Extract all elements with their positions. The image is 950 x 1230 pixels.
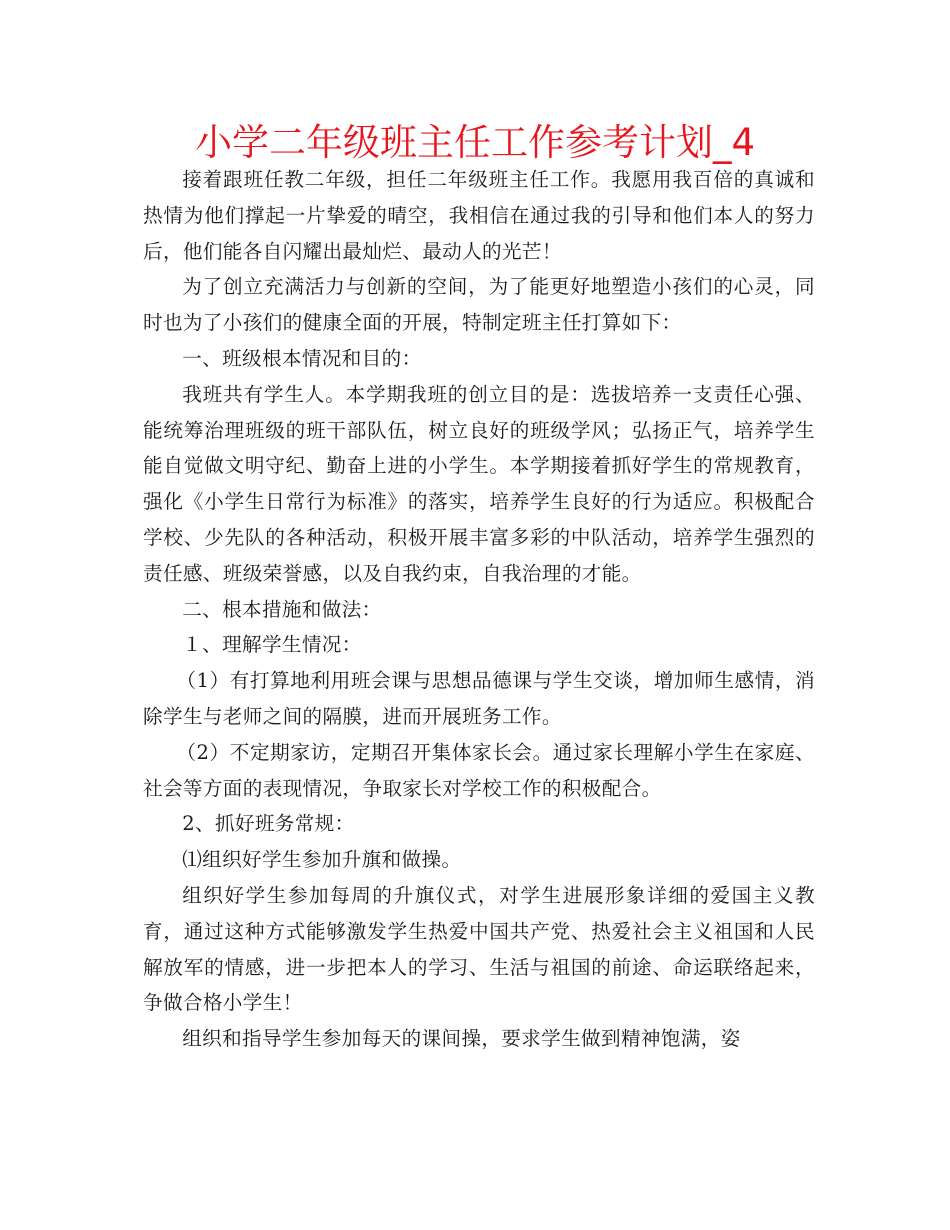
paragraph-exercise: 组织和指导学生参加每天的课间操，要求学生做到精神饱满，姿: [182, 1027, 741, 1051]
list-item-2: （2）不定期家访，定期召开集体家长会。通过家长理解小学生在家庭、社会等方面的表现情况，争取家长对学校工作的积极配合。: [143, 740, 815, 800]
paragraph-class-goals: 我班共有学生人。本学期我班的创立目的是：选拔培养一支责任心强、能统筹治理班级的班干部队伍，树立良好的班级学风；弘扬正气，培养学生能自觉做文明守纪、勤奋上进的小学生。本学期接着抓好学生的常规教育，强化《小学生日常行为标准》的落实，培养学生良好的行为适应。积极配合学校、少先队的各种活动，积极开展丰富多彩的中队活动，培养学生强烈的责任感、班级荣誉感，以及自我约束，自我治理的才能。: [143, 382, 815, 585]
subheading-understand-students: １、理解学生情况：: [182, 633, 362, 657]
paragraph-intro: 接着跟班任教二年级，担任二年级班主任工作。我愿用我百倍的真诚和热情为他们撑起一片挚爱的晴空，我相信在通过我的引导和他们本人的努力后，他们能各自闪耀出最灿烂、最动人的光芒！: [143, 168, 815, 263]
list-item-1: （1）有打算地利用班会课与思想品德课与学生交谈，增加师生感情，消除学生与老师之间的隔膜，进而开展班务工作。: [143, 669, 815, 728]
section-heading-2: 二、根本措施和做法：: [182, 597, 382, 621]
subheading-class-routine: 2、抓好班务常规：: [182, 812, 355, 836]
document-title: 小学二年级班主任工作参考计划_4: [194, 121, 756, 164]
list-item-flag-exercise: ⑴组织好学生参加升旗和做操。: [182, 848, 462, 872]
document-body: [143, 162, 815, 1057]
section-heading-1: 一、班级根本情况和目的：: [182, 346, 422, 370]
paragraph-purpose: 为了创立充满活力与创新的空间，为了能更好地塑造小孩们的心灵，同时也为了小孩们的健康全面的开展，特制定班主任打算如下：: [143, 275, 815, 335]
paragraph-flag-ceremony: 组织好学生参加每周的升旗仪式，对学生进展形象详细的爱国主义教育，通过这种方式能够激发学生热爱中国共产党、热爱社会主义祖国和人民解放军的情感，进一步把本人的学习、生活与祖国的前途、命运联络起来，争做合格小学生！: [143, 883, 815, 1015]
